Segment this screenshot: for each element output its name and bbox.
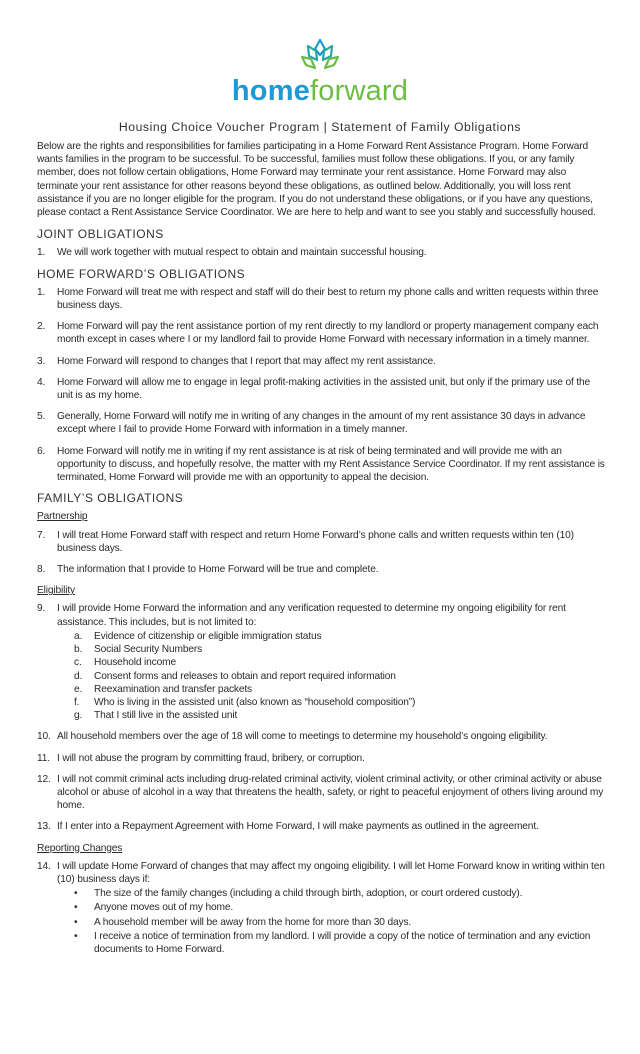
sub-text: Who is living in the assisted unit (also known as “household composition”) [94,696,416,708]
item-number: 1. [37,247,46,259]
sub-list-item [74,670,607,683]
list-item [37,730,607,743]
bullet-item: • I receive a notice of termination from my landlord. I will provide a copy of the notice of termination and any eviction documents to Home Forward. [74,930,607,956]
sub-list-item [74,709,607,722]
sub-text: Evidence of citizenship or eligible immigration status [94,630,322,642]
list-item [37,246,607,259]
list-item [37,355,607,368]
item-text: We will work together with mutual respect to obtain and maintain successful housing. [57,247,427,259]
joint-obligations-heading: JOINT OBLIGATIONS [37,227,164,242]
sub-letter: e. [74,683,83,695]
sub-letter: d. [74,670,83,682]
list-item [37,752,607,765]
item-text: I will not commit criminal acts including drug-related criminal activity, violent criminal activity, or other criminal activity or abuse alcohol or abuse of alcohol in a way that threatens the health, safety, or right to peaceful enjoyment of others living around my home. [57,773,604,812]
partnership-subheading: Partnership [37,511,88,523]
list-item [37,860,607,956]
item-number: 12. [37,773,51,785]
list-item [37,563,607,576]
item-number: 9. [37,603,46,615]
item-number: 6. [37,445,46,457]
lotus-icon [300,38,340,74]
sub-letter: a. [74,630,83,642]
sub-list-item [74,696,607,709]
reporting-changes-subheading: Reporting Changes [37,842,123,854]
item-number: 10. [37,731,51,743]
item-number: 4. [37,376,46,388]
item-number: 7. [37,529,46,541]
item-text: Home Forward will treat me with respect and staff will do their best to return my phone calls and written requests within three business days. [57,286,599,312]
document-title: Housing Choice Voucher Program | Statement of Family Obligations [118,120,522,134]
item-text: I will not abuse the program by committing fraud, bribery, or corruption. [57,752,365,764]
list-item [37,773,607,813]
sub-letter: b. [74,644,83,656]
list-item [37,286,607,312]
item-text: Home Forward will respond to changes that I report that may affect my rent assistance. [57,355,436,367]
item-text: Home Forward will pay the rent assistance portion of my rent directly to my landlord or property management company each month except in cases where I or my landlord fail to provide Home Forward with necessary information in a timely manner. [57,321,599,346]
sub-list-item [74,630,607,643]
bullet-item: • Anyone moves out of my home. [74,901,607,914]
item-text: Home Forward will notify me in writing if my rent assistance is at risk of being terminated and will provide me with an opportunity to discuss, and hopefully resolve, the matter with my Rent Assistance Service Coordinator. If my rent assistance is terminated, Home Forward will provide me with an opportunity to appeal the decision. [57,445,605,484]
list-item [37,376,607,402]
sub-letter: f. [74,696,80,708]
family-obligations-heading: FAMILY’S OBLIGATIONS [37,491,184,506]
item-number: 2. [37,321,46,333]
intro-paragraph: Below are the rights and responsibilities for families participating in a Home Forward Rent Assistance Program. Home Forward wants families in the program to be successful. To be successful, families must follow these obligations. If you, or any family member, does not follow certain obligations, Home Forward may terminate your rent assistance. Home Forward may also terminate your rent assistance for other reasons beyond these obligations, as outlined below. Additionally, you will loss rent assistance if you are no longer eligible for the program. If you do not understand these obligations, or if you have any questions, please contact a Rent Assistance Service Coordinator. We are here to help and want to see you stably and successfully housed. [37,141,596,219]
list-item [37,445,607,485]
bullet-item: • A household member will be away from the home for more than 30 days. [74,916,607,929]
home-forward-obligations-heading: HOME FORWARD’S OBLIGATIONS [37,266,246,281]
item-number: 11. [37,752,50,764]
document-body [37,140,607,964]
item-number: 14. [37,860,51,872]
item-text: Home Forward will allow me to engage in legal profit-making activities in the assisted unit, but only if the primary use of the unit is as my home. [57,376,591,402]
home-forward-logo [0,38,640,106]
logo-wordmark [0,76,640,106]
list-item [37,820,607,833]
bullet-list [74,887,607,956]
list-item [37,602,607,722]
sub-letter: g. [74,710,83,722]
logo-word-forward: forward [310,75,409,107]
logo-word-home: home [231,75,311,107]
item-number: 5. [37,411,46,423]
item-text: I will treat Home Forward staff with respect and return Home Forward’s phone calls and written requests within ten (10) business days. [57,529,574,554]
list-item [37,320,607,346]
sub-list-item [74,656,607,669]
item-text: If I enter into a Repayment Agreement with Home Forward, I will make payments as outlined in the agreement. [57,821,539,833]
item-number: 1. [37,286,46,298]
sub-text: Household income [94,657,176,669]
sub-text: Consent forms and releases to obtain and report required information [94,670,396,682]
sub-text: That I still live in the assisted unit [94,710,238,722]
list-item [37,410,607,436]
bullet-item: • The size of the family changes (including a child through birth, adoption, or court ordered custody). [74,887,607,900]
sub-text: Reexamination and transfer packets [94,683,252,695]
sub-list [74,630,607,722]
item-text: I will provide Home Forward the information and any verification requested to determine my ongoing eligibility for rent assistance. This includes, but is not limited to: [57,603,566,628]
sub-letter: c. [74,657,82,669]
item-number: 8. [37,564,46,576]
item-number: 3. [37,355,46,367]
list-item [37,529,607,555]
item-text: I will update Home Forward of changes that may affect my ongoing eligibility. I will let Home Forward know in writing within ten (10) business days if: [57,860,605,885]
item-number: 13. [37,821,51,833]
item-text: All household members over the age of 18 will come to meetings to determine my household’s ongoing eligibility. [57,731,548,743]
sub-list-item [74,643,607,656]
sub-text: Social Security Numbers [94,644,203,656]
eligibility-subheading: Eligibility [37,585,75,597]
sub-list-item [74,683,607,696]
item-text: The information that I provide to Home Forward will be true and complete. [57,564,379,576]
item-text: Generally, Home Forward will notify me in writing of any changes in the amount of my rent assistance 30 days in advance except where I fail to provide Home Forward with information in a timely manner. [57,411,586,436]
